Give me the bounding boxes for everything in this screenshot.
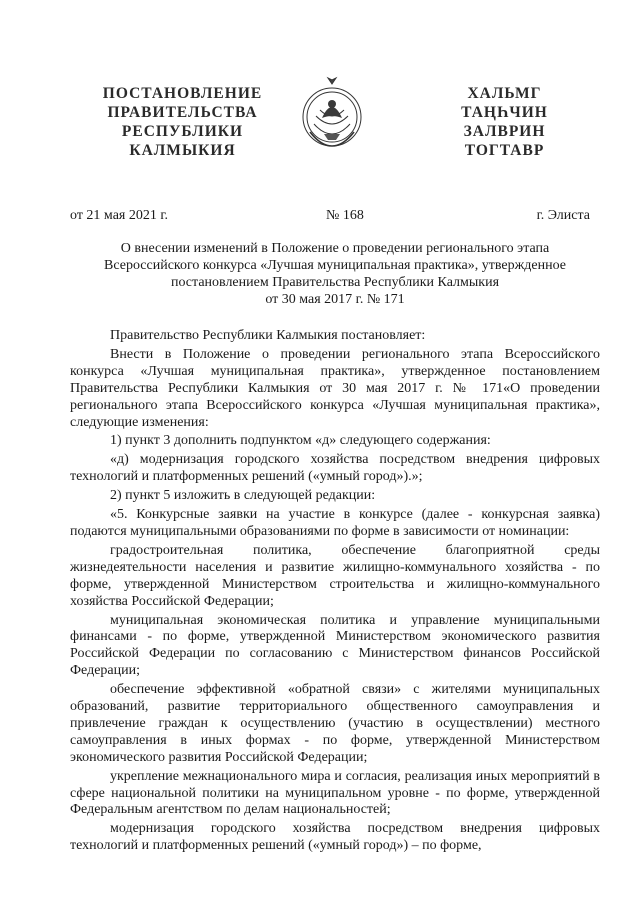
title-line: О внесении изменений в Положение о проведении регионального этапа (120, 241, 550, 256)
body-paragraph: укрепление межнационального мира и согласия, реализация иных мероприятий в сфере национальной политики на муниципальном уровне - по форме, утвержденной Федеральным агентством по делам национальностей; (70, 768, 600, 818)
title-line: постановлением Правительства Республики Калмыкия (170, 275, 500, 290)
document-date: от 21 мая 2021 г. (70, 208, 169, 223)
calmykia-coat-of-arms-icon (300, 74, 364, 160)
header-kalmyk-line: ЗАЛВРИН (463, 123, 546, 140)
header-kalmyk (432, 84, 577, 160)
document-title (70, 240, 600, 308)
body-paragraph: 1) пункт 3 дополнить подпунктом «д» следующего содержания: (110, 433, 491, 449)
body-paragraph: 2) пункт 5 изложить в следующей редакции: (110, 488, 376, 504)
body-paragraph: Внести в Положение о проведении регионального этапа Всероссийского конкурса «Лучшая муниципальная практика», утвержденное постановлением Правительства Республики Калмыкия от 30 мая 2017 г. № 171«О проведении регионального этапа Всероссийского конкурса «Лучшая муниципальная практика», следующие изменения: (70, 346, 600, 430)
body-paragraph: Правительство Республики Калмыкия постановляет: (110, 328, 426, 343)
title-line: от 30 мая 2017 г. № 171 (265, 292, 405, 307)
document-city: г. Элиста (536, 208, 590, 223)
header-kalmyk-line: ТОГТАВР (464, 142, 545, 159)
document-meta (70, 208, 590, 226)
header-ru-line: КАЛМЫКИЯ (129, 142, 236, 159)
header-ru-line: РЕСПУБЛИКИ (121, 123, 244, 140)
body-paragraph: обеспечение эффективной «обратной связи» с жителями муниципальных образований, развитие территориального общественного самоуправления и привлечение граждан к осуществлению (участию в осуществлении) местного самоуправления в иных формах - по форме, утвержденной Министерством экономического развития Российской Федерации; (70, 682, 600, 765)
header-ru (90, 84, 275, 160)
document-number: № 168 (326, 208, 364, 223)
header-kalmyk-line: ТАҢҺЧИН (461, 104, 548, 121)
body-paragraph: градостроительная политика, обеспечение благоприятной среды жизнедеятельности населения и развитие жилищно-коммунального хозяйства - по форме, утвержденной Министерством строительства и жилищно-коммунального хозяйства Российской Федерации; (70, 542, 600, 609)
body-paragraph: модернизация городского хозяйства посредством внедрения цифровых технологий и платформенных решений («умный город») – по форме, (70, 821, 600, 854)
body-paragraph: «5. Конкурсные заявки на участие в конкурсе (далее - конкурсная заявка) подаются муниципальными образованиями по форме в зависимости от номинации: (70, 507, 600, 539)
header-ru-line: ПОСТАНОВЛЕНИЕ (102, 85, 263, 102)
header-ru-line: ПРАВИТЕЛЬСТВА (107, 104, 258, 121)
header-kalmyk-line: ХАЛЬМГ (467, 85, 542, 102)
body-paragraph: «д) модернизация городского хозяйства посредством внедрения цифровых технологий и платформенных решений («умный город»).»; (70, 452, 600, 485)
title-line: Всероссийского конкурса «Лучшая муниципальная практика», утвержденное (104, 258, 566, 273)
body-paragraph: муниципальная экономическая политика и управление муниципальными финансами - по форме, утвержденной Министерством экономического развития Российской Федерации по согласованию с Министерством финансов Российской Федерации; (70, 612, 600, 679)
document-body (70, 328, 600, 857)
